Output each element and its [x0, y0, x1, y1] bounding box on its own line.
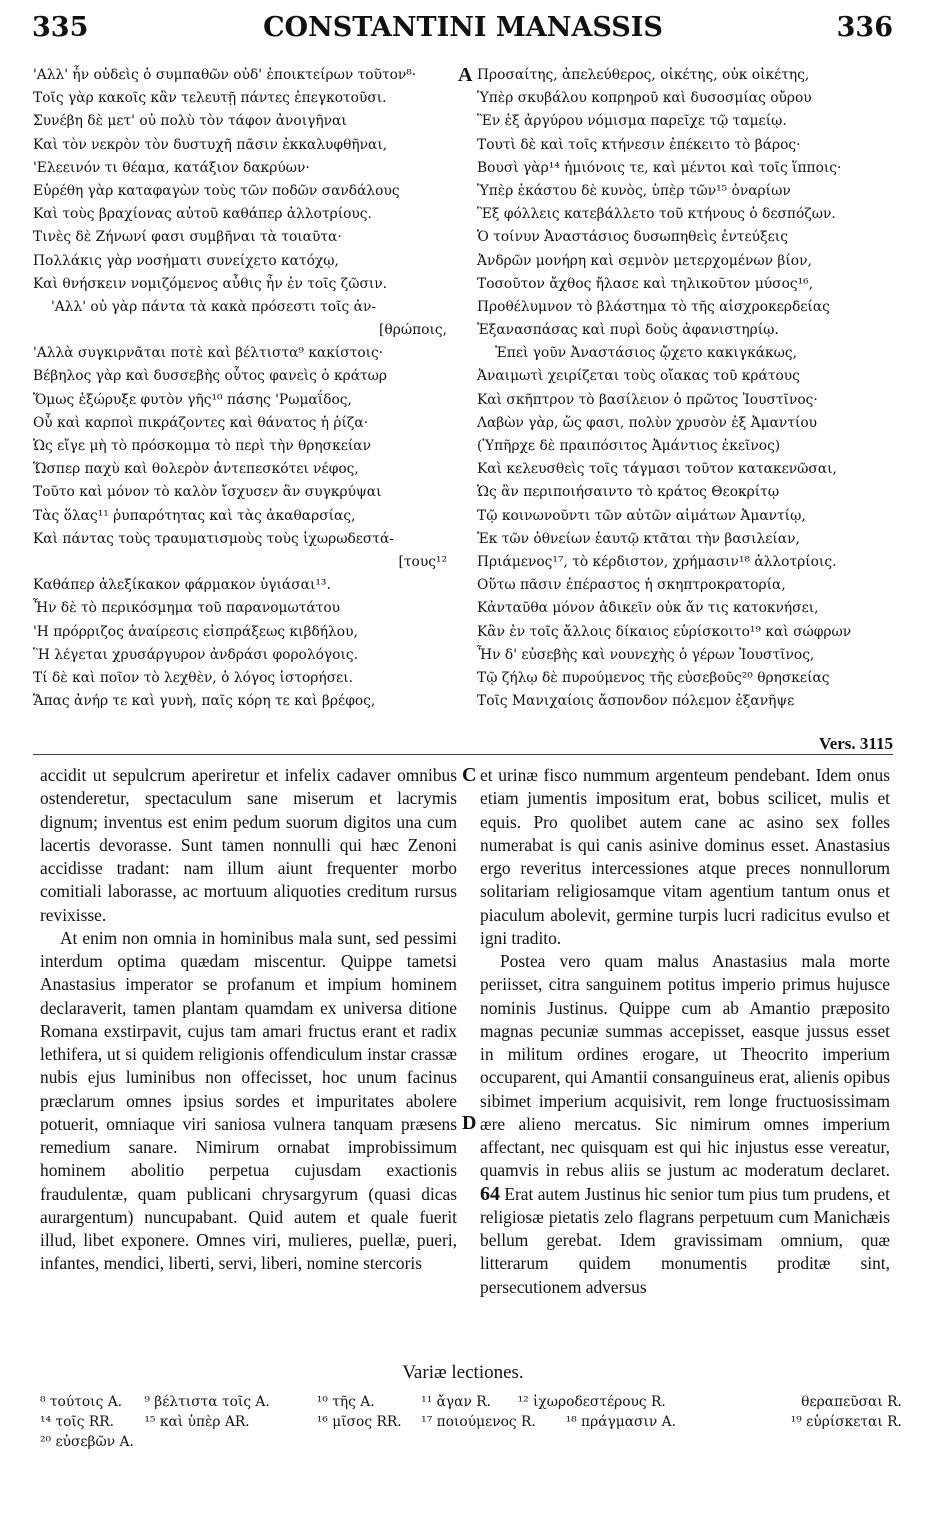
greek-verse-line: Τοῖς Μανιχαίοις ἄσπονδον πόλεμον ἐξανῆψε — [477, 693, 795, 710]
greek-verse-line: Ὅμως ἐξώρυξε φυτὸν γῆς¹⁰ πάσης 'Ρωμαΐδος, — [33, 391, 352, 408]
greek-verse-line: Ἐπεὶ γοῦν Ἀναστάσιος ᾤχετο κακιγκάκως, — [495, 345, 798, 362]
variae-lectiones — [40, 1392, 900, 1452]
greek-verse-line: Τουτὶ δὲ καὶ τοῖς κτήνεσιν ἐπέκειτο τὸ βάρος· — [477, 136, 801, 153]
greek-verse-line: 'Αλλὰ συγκιρνᾶται ποτὲ καὶ βέλτιστα⁹ κακίστοις· — [33, 345, 384, 362]
greek-verse-continuation: [τους¹² — [398, 553, 447, 570]
greek-verse-line: Βουσὶ γὰρ¹⁴ ἡμιόνοις τε, καὶ μέντοι καὶ τοῖς ἵπποις· — [477, 159, 842, 176]
folio-number: 64 — [480, 1182, 500, 1205]
variant-reading: ¹⁹ εὑρίσκεται R. — [790, 1414, 902, 1430]
greek-verse-line: Τί δὲ καὶ ποῖον τὸ λεχθὲν, ὁ λόγος ἱστορήσει. — [33, 669, 354, 686]
latin-paragraph: et urinæ fisco nummum argenteum pendebant. Idem onus etiam jumentis impositum erat, bobus scilicet, mulis et equis. Pro quolibet autem cane ac asino sex folles numerabat is qui canis asinive dominus esset. Anastasius ergo reveritus intercessiones atque preces nonnullorum solitariam religiosamque vitam agentium tantum onus et piaculum abolevit, germine turpis lucri radicitus evulso et igni tradito. — [480, 765, 890, 948]
margin-marker-a: A — [458, 64, 473, 86]
greek-verse-line: Προσαίτης, ἀπελεύθερος, οἰκέτης, οὐκ οἰκέτης, — [477, 67, 810, 83]
variant-reading: ¹⁵ καὶ ὑπὲρ AR. — [144, 1414, 250, 1430]
margin-marker-d: D — [462, 1112, 477, 1134]
greek-verse-line: Πολλάκις γὰρ νοσήματι συνείχετο κατόχῳ, — [33, 252, 339, 269]
greek-verse-line: Καὶ κελευσθεὶς τοῖς τάγμασι τοῦτον κατακενῶσαι, — [477, 461, 837, 478]
variant-reading: ⁸ τούτοις A. — [40, 1394, 123, 1410]
variant-reading: ¹⁷ ποιούμενος R. — [421, 1414, 536, 1430]
greek-verse-line: Ὡς ἂν περιποιήσαιντο τὸ κράτος Θεοκρίτῳ — [477, 484, 780, 501]
greek-verse-line: 'Αλλ' οὐ γὰρ πάντα τὰ κακὰ πρόσεστι τοῖς ἀν- — [51, 298, 376, 315]
greek-verse-line: Τὰς ὅλας¹¹ ῥυπαρότητας καὶ τὰς ἀκαθαρσίας, — [33, 507, 356, 524]
greek-verse-line: Τοσοῦτον ἄχθος ἤλασε καὶ τηλικοῦτον μύσος¹⁶, — [477, 275, 814, 292]
greek-verse-line: Ἦν δὲ τὸ περικόσμημα τοῦ παρανομωτάτου — [33, 600, 341, 617]
greek-verse-line: Κἂν ἐν τοῖς ἄλλοις δίκαιος εὑρίσκοιτο¹⁹ καὶ σώφρων — [477, 623, 852, 640]
variant-reading: ¹⁸ πράγμασιν A. — [565, 1414, 676, 1430]
greek-verse-line: Πριάμενος¹⁷, τὸ κέρδιστον, χρήμασιν¹⁸ ἀλλοτρίοις. — [477, 553, 837, 570]
greek-verse-line: Κἀνταῦθα μόνον ἀδικεῖν οὐκ ἄν τις κατοκνήσει, — [477, 600, 819, 617]
variae-lectiones-heading: Variæ lectiones. — [402, 1362, 524, 1383]
greek-verse-line: Τοῦτο καὶ μόνον τὸ καλὸν ἴσχυσεν ἂν συγκρύψαι — [33, 484, 382, 501]
greek-verse-line: Ἓν ἐξ ἀργύρου νόμισμα παρεῖχε τῷ ταμείῳ. — [477, 113, 787, 130]
greek-verse-line: Ἐκ τῶν ὀθνείων ἑαυτῷ κτᾶται τὴν βασιλείαν, — [477, 530, 800, 547]
greek-verse-line: Ἐξανασπάσας καὶ πυρὶ δοὺς ἀφανιστηρίῳ. — [477, 322, 779, 339]
greek-verse-line: Καὶ πάντας τοὺς τραυματισμοὺς τοὺς ἰχωρωδεστά- — [33, 530, 394, 547]
greek-verse-line: Καὶ θνήσκειν νομιζόμενος αὖθις ἦν ἐν τοῖς ζῶσιν. — [33, 275, 388, 292]
greek-verse-line: Τινὲς δὲ Ζήνωνί φασι συμβῆναι τὰ τοιαῦτα· — [33, 229, 342, 246]
page-number-left: 335 — [32, 12, 89, 43]
page-number-right: 336 — [836, 12, 893, 43]
margin-marker-c: C — [462, 764, 477, 786]
greek-verse-column-right — [477, 64, 897, 713]
greek-verse-line: Ὑπὲρ ἑκάστου δὲ κυνὸς, ὑπὲρ τῶν¹⁵ ὀναρίων — [477, 182, 791, 199]
greek-verse-line: Ὑπὲρ σκυβάλου κοπρηροῦ καὶ δυσοσμίας οὔρου — [477, 90, 812, 107]
greek-verse-line: Ἀνδρῶν μονήρη καὶ σεμνὸν μετερχομένων βίον, — [477, 252, 812, 269]
latin-paragraph: At enim non omnia in hominibus mala sunt, sed pessimi interdum optima quædam miscentur. Quippe tametsi Anastasius imperator se profanum et impium hominem declaraverit, tamen plantam quamdam ex universa ditione Romana exstirpavit, cujus tam amari fructus erant et radix lethifera, ut si quidem religionis offendiculum instar crassæ nubis ejus luminibus non offecisset, hoc unum facinus præclarum omnes ipsius sordes et impuritates abolere potuerit, omniaque viri saniosa vulnera tanquam præsens remedium sanare. Nimirum ornabat improbissimum hominem abolitio perpetua cujusdam exactionis fraudulentæ, quam publicani chrysargyrum (quasi dicas aurargentum) nuncupabant. Quid autem et quale fuerit illud, libet exponere. Omnes viri, mulieres, puellæ, pueri, infantes, mendici, liberti, servi, liberi, nomine stercoris — [40, 927, 457, 1274]
running-title: CONSTANTINI MANASSIS — [263, 12, 663, 43]
greek-verse-line: Ἣ λέγεται χρυσάργυρον ἀνδράσι φορολόγοις. — [33, 646, 358, 663]
page-header — [0, 12, 926, 52]
greek-verse-line: Τοῖς γὰρ κακοῖς κἂν τελευτῇ πάντες ἐπεγκοτοῦσι. — [33, 90, 387, 107]
greek-verse-line: Ἦν δ' εὐσεβὴς καὶ νουνεχὴς ὁ γέρων Ἰουστῖνος, — [477, 646, 815, 663]
variant-reading: ¹¹ ἄγαν R. — [421, 1394, 492, 1410]
variant-reading: ¹⁰ τῆς A. — [316, 1394, 375, 1410]
variant-reading: ¹⁴ τοῖς RR. — [40, 1414, 115, 1430]
variant-row — [40, 1412, 900, 1432]
variant-reading: θεραπεῦσαι R. — [801, 1394, 902, 1410]
latin-paragraph: accidit ut sepulcrum aperiretur et infelix cadaver omnibus ostenderetur, spectaculum sane miserum et lacrymis dignum; inventus est enim pedum suorum digitos una cum lacertis devorasse. Sunt tamen nonnulli qui hæc Zenoni accidisse tradant: nam illum aiunt frequenter morbo comitiali laborasse, ac mortuum aliquoties creditum rursus revixisse. — [40, 765, 457, 925]
greek-verse-line: 'Αλλ' ἦν οὐδεὶς ὁ συμπαθῶν οὐδ' ἐποικτείρων τοῦτον⁸· — [33, 67, 417, 83]
latin-translation-left — [40, 764, 457, 1276]
greek-verse-line: Ἀναιμωτὶ χειρίζεται τοὺς οἴακας τοῦ κράτους — [477, 368, 800, 385]
greek-verse-line: Τῷ ζήλῳ δὲ πυρούμενος τῆς εὐσεβοῦς²⁰ θρησκείας — [477, 669, 830, 686]
greek-verse-column-left — [33, 64, 451, 713]
divider-rule — [33, 754, 893, 755]
greek-verse-line: 'Η πρόρριζος ἀναίρεσις εἰσπράξεως κιβδήλου, — [33, 623, 358, 640]
greek-verse-line: Τῷ κοινωνοῦντι τῶν αὐτῶν αἱμάτων Ἀμαντίῳ, — [477, 507, 806, 524]
greek-verse-line: Καὶ τὸν νεκρὸν τὸν δυστυχῆ πᾶσιν ἐκκαλυφθῆναι, — [33, 136, 388, 153]
greek-verse-line: 'Ελεεινόν τι θέαμα, κατάξιον δακρύων· — [33, 159, 310, 176]
greek-verse-line: Βέβηλος γὰρ καὶ δυσσεβὴς οὗτος φανεὶς ὁ κράτωρ — [33, 368, 388, 385]
greek-verse-line: Ἅπας ἀνήρ τε καὶ γυνὴ, παῖς κόρη τε καὶ βρέφος, — [33, 693, 376, 710]
greek-verse-line: Καθάπερ ἀλεξίκακον φάρμακον ὑγιάσαι¹³. — [33, 577, 331, 594]
greek-verse-line: Ἓξ φόλλεις κατεβάλλετο τοῦ κτήνους ὁ δεσπόζων. — [477, 206, 836, 223]
greek-verse-line: Ὡς εἴγε μὴ τὸ πρόσκομμα τὸ περὶ τὴν θρησκείαν — [33, 438, 371, 454]
latin-paragraph-part: Postea vero quam malus Anastasius mala morte periisset, citra sanguinem potitus imperio primus hujusce nominis Justinus. Quippe cum ab Amantio præposito magnas pecuniæ summas accepisset, easque jussus esset in militum ordines erogare, ut Theocrito imperium occuparent, qui Amantii consanguineus erat, alienis opibus sibimet imperium acquisivit, rem longe fructuosissimam ære alieno mercatus. Sic nimirum omnes imperium affectant, nec quisquam est qui hic injustus esse vereatur, quamvis in rebus aliis se justum ac moderatum declaret. — [480, 951, 890, 1181]
greek-verse-line: Λαβὼν γὰρ, ὥς φασι, πολὺν χρυσὸν ἐξ Ἀμαντίου — [477, 414, 818, 431]
variant-reading: ¹² ἰχωροδεστέρους R. — [517, 1394, 666, 1410]
variant-row — [40, 1392, 900, 1412]
greek-verse-line: Προθέλυμνον τὸ βλάστημα τὸ τῆς αἰσχροκερδείας — [477, 298, 830, 315]
variant-reading: ¹⁶ μῖσος RR. — [316, 1414, 402, 1430]
greek-verse-line: Καὶ τοὺς βραχίονας αὐτοῦ καθάπερ ἀλλοτρίους. — [33, 206, 372, 223]
latin-paragraph — [480, 950, 890, 1299]
greek-verse-line: Ὁ τοίνυν Ἀναστάσιος δυσωπηθεὶς ἐντεύξεις — [477, 229, 788, 246]
greek-verse-line: Καὶ σκῆπτρον τὸ βασίλειον ὁ πρῶτος Ἰουστῖνος· — [477, 391, 818, 408]
greek-verse-line: Οὗ καὶ καρποὶ πικράζοντες καὶ θάνατος ἡ ῥίζα· — [33, 414, 369, 431]
variant-reading: ²⁰ εὐσεβῶν A. — [40, 1434, 134, 1450]
greek-verse-line: Ὥσπερ παχὺ καὶ θολερὸν ἀντεπεσκότει νέφος, — [33, 461, 359, 478]
latin-paragraph-part: Erat autem Justinus hic senior tum pius tum prudens, et religiosæ pietatis zelo flagrans perpetuum cum Manichæis bellum gerebat. Idem gravissimam omnium, quæ litterarum quidem monumentis proditæ sint, persecutionem adversus — [480, 1183, 890, 1297]
greek-verse-line: Οὕτω πᾶσιν ἐπέραστος ἡ σκηπτροκρατορία, — [477, 577, 786, 594]
variant-row — [40, 1432, 900, 1452]
greek-verse-line: Συνέβη δὲ μετ' οὐ πολὺ τὸν τάφον ἀνοιγῆναι — [33, 113, 347, 130]
variant-reading: ⁹ βέλτιστα τοῖς A. — [144, 1394, 270, 1410]
greek-verse-line: (Ὑπῆρχε δὲ πραιπόσιτος Ἀμάντιος ἐκεῖνος) — [477, 438, 781, 454]
verse-number: Vers. 3115 — [819, 734, 893, 753]
greek-verse-continuation: [θρώποις, — [379, 322, 447, 339]
greek-verse-line: Εὑρέθη γὰρ καταφαγὼν τοὺς τῶν ποδῶν σανδάλους — [33, 182, 400, 199]
latin-translation-right — [480, 764, 890, 1299]
